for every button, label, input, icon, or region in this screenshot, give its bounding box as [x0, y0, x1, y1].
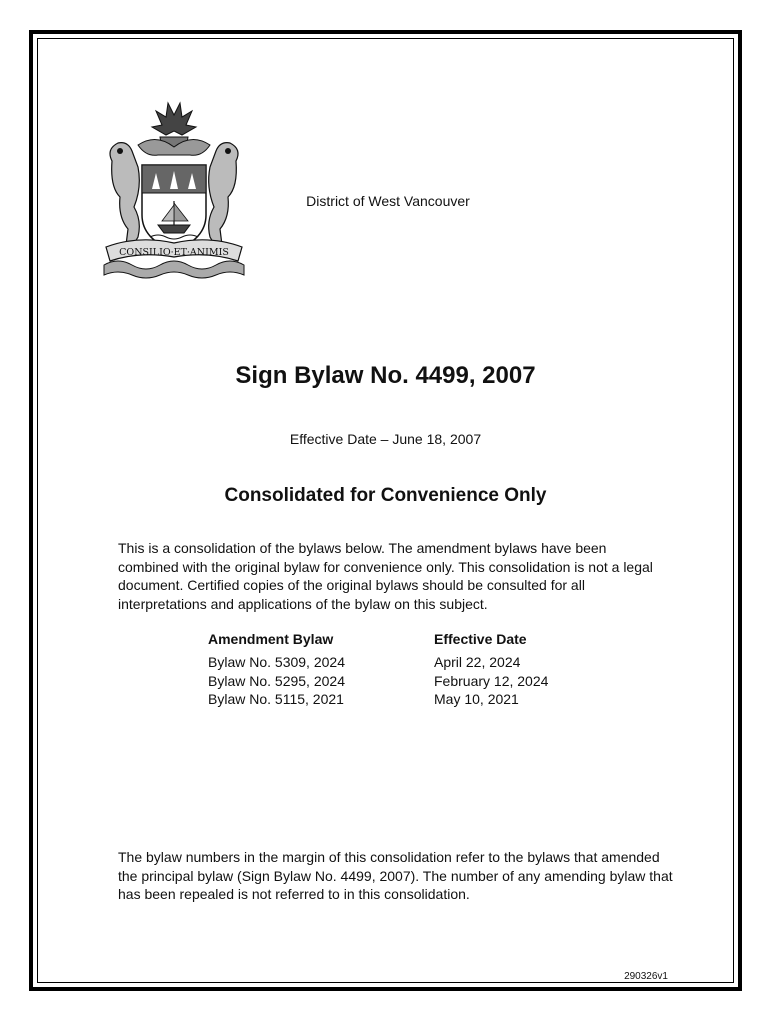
consolidation-subtitle: Consolidated for Convenience Only [224, 485, 547, 506]
amendment-bylaw-cell: Bylaw No. 5115, 2021 [208, 691, 344, 707]
table-row [208, 653, 548, 672]
table-row [208, 690, 548, 709]
page-border-inner [37, 38, 734, 983]
column-header-amendment-bylaw: Amendment Bylaw [208, 631, 334, 647]
crest-motto: CONSILIO·ET·ANIMIS [119, 247, 229, 258]
amendment-bylaw-cell: Bylaw No. 5295, 2024 [208, 672, 345, 689]
table-row [208, 672, 548, 691]
closing-paragraph: The bylaw numbers in the margin of this consolidation refer to the bylaws that amended the principal bylaw (Sign Bylaw No. 4499, 2007). The number of any amending bylaw that has been repealed is not referred to in this consolidation. [118, 849, 673, 902]
effective-date-cell: May 10, 2021 [434, 691, 519, 707]
intro-paragraph: This is a consolidation of the bylaws below. The amendment bylaws have been combined with the original bylaw for convenience only. This consolidation is not a legal document. Certified copies of the original bylaws should be consulted for all interpretations and applications of the bylaw on this subject. [118, 540, 653, 612]
coat-of-arms-logo [98, 97, 250, 285]
page-border-outer [29, 30, 742, 991]
column-header-effective-date: Effective Date [434, 631, 527, 647]
amendment-table [208, 631, 548, 709]
document-id: 290326v1 [624, 971, 668, 982]
effective-date-cell: February 12, 2024 [434, 672, 549, 689]
document-title: Sign Bylaw No. 4499, 2007 [235, 362, 536, 389]
amendment-bylaw-cell: Bylaw No. 5309, 2024 [208, 654, 345, 670]
district-name: District of West Vancouver [306, 193, 470, 209]
effective-date-cell: April 22, 2024 [434, 654, 521, 670]
effective-date: Effective Date – June 18, 2007 [289, 431, 482, 447]
table-header-row [208, 631, 548, 653]
